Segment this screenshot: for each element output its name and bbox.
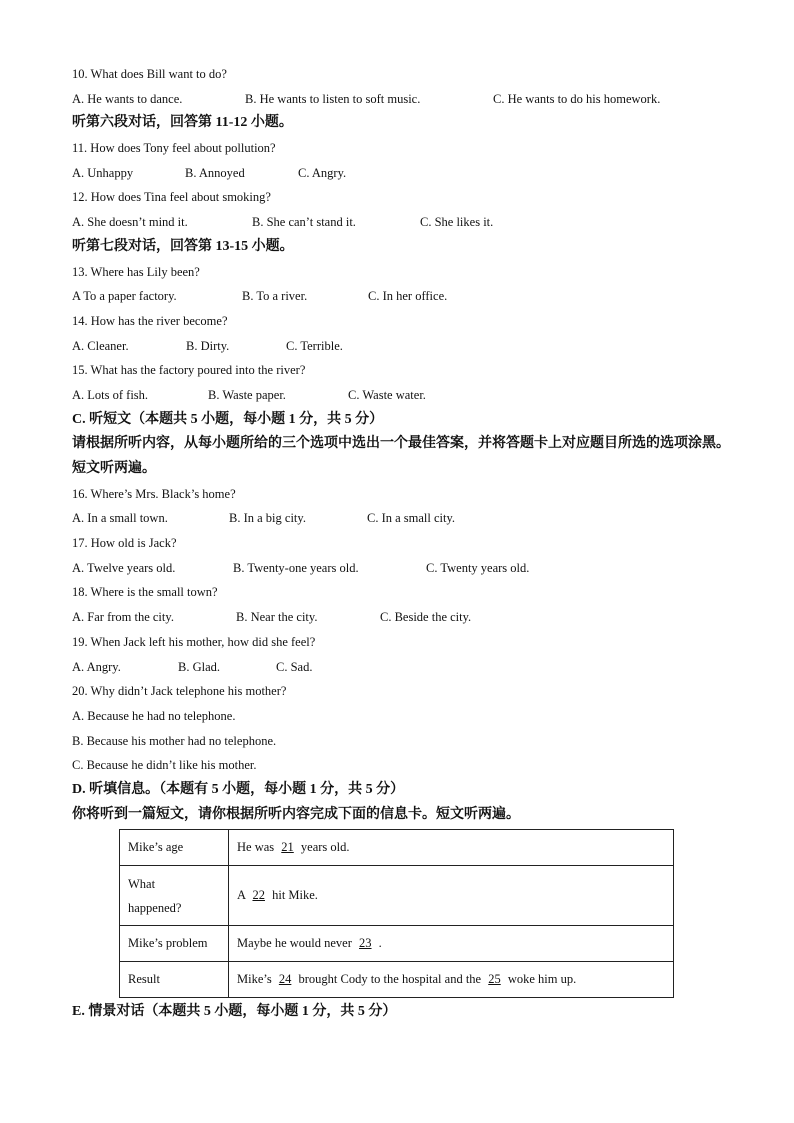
text-fragment: Mike’s <box>237 972 275 987</box>
option-20a: A. Because he had no telephone. <box>72 708 236 723</box>
option-15a: A. Lots of fish. <box>72 387 149 402</box>
option-14c: C. Terrible. <box>286 338 343 353</box>
part-c-instruction: 请根据所听内容，从每小题所给的三个选项中选出一个最佳答案，并将答题卡上对应题目所选的选项涂黑。短文听两遍。 <box>72 436 730 477</box>
option-19b: B. Glad. <box>178 659 221 674</box>
section-7-heading: 听第七段对话，回答第 13-15 小题。 <box>72 238 294 254</box>
row-content-problem <box>229 926 674 962</box>
option-13c: C. In her office. <box>368 289 448 304</box>
blank-23: 23 <box>359 936 372 951</box>
option-14b: B. Dirty. <box>186 338 230 353</box>
option-11b: B. Annoyed <box>185 165 245 180</box>
text-fragment: A <box>237 888 249 903</box>
table-row <box>120 866 674 926</box>
option-19c: C. Sad. <box>276 659 313 674</box>
options-10 <box>72 87 732 112</box>
part-e-title: E. 情景对话（本题共 5 小题，每小题 1 分，共 5 分） <box>72 1004 397 1020</box>
row-label-result: Result <box>120 962 229 998</box>
option-15c: C. Waste water. <box>348 387 426 402</box>
options-11 <box>72 161 732 186</box>
option-10c: C. He wants to do his homework. <box>493 91 661 106</box>
option-18b: B. Near the city. <box>236 610 318 625</box>
option-13a: A To a paper factory. <box>72 289 177 304</box>
label-line: What <box>128 876 156 891</box>
text-fragment: . <box>375 936 382 951</box>
text-fragment: brought Cody to the hospital and the <box>295 972 485 987</box>
question-20: 20. Why didn’t Jack telephone his mother? <box>72 684 287 699</box>
options-19 <box>72 655 732 680</box>
text-fragment: hit Mike. <box>268 888 318 903</box>
option-10b: B. He wants to listen to soft music. <box>245 91 421 106</box>
row-label-age: Mike’s age <box>120 830 229 866</box>
question-13: 13. Where has Lily been? <box>72 264 200 279</box>
option-20b: B. Because his mother had no telephone. <box>72 733 277 748</box>
options-15 <box>72 383 732 408</box>
option-16a: A. In a small town. <box>72 511 168 526</box>
options-14 <box>72 334 732 359</box>
question-16: 16. Where’s Mrs. Black’s home? <box>72 486 236 501</box>
options-13 <box>72 284 732 309</box>
option-12c: C. She likes it. <box>420 215 494 230</box>
option-11c: C. Angry. <box>298 165 347 180</box>
question-15: 15. What has the factory poured into the river? <box>72 363 306 378</box>
row-content-what-happened <box>229 866 674 926</box>
option-16b: B. In a big city. <box>229 511 306 526</box>
options-18 <box>72 605 732 630</box>
row-label-what-happened <box>120 866 229 926</box>
question-14: 14. How has the river become? <box>72 313 228 328</box>
text-fragment: woke him up. <box>504 972 577 987</box>
blank-22: 22 <box>252 888 265 903</box>
row-label-problem: Mike’s problem <box>120 926 229 962</box>
option-10a: A. He wants to dance. <box>72 91 183 106</box>
table-row <box>120 926 674 962</box>
option-17c: C. Twenty years old. <box>426 560 530 575</box>
question-10: 10. What does Bill want to do? <box>72 67 227 81</box>
text-fragment: Maybe he would never <box>237 936 356 951</box>
part-c-title: C. 听短文（本题共 5 小题，每小题 1 分，共 5 分） <box>72 411 384 427</box>
blank-24: 24 <box>278 972 292 987</box>
option-13b: B. To a river. <box>242 289 308 304</box>
option-14a: A. Cleaner. <box>72 338 129 353</box>
option-17b: B. Twenty-one years old. <box>233 560 359 575</box>
blank-21: 21 <box>281 840 294 855</box>
options-12 <box>72 210 732 235</box>
row-content-age <box>229 830 674 866</box>
question-18: 18. Where is the small town? <box>72 585 218 600</box>
question-19: 19. When Jack left his mother, how did she feel? <box>72 634 316 649</box>
blank-25: 25 <box>488 972 501 987</box>
question-12: 12. How does Tina feel about smoking? <box>72 190 271 205</box>
option-20c: C. Because he didn’t like his mother. <box>72 758 257 773</box>
section-6-heading: 听第六段对话，回答第 11-12 小题。 <box>72 115 293 131</box>
question-17: 17. How old is Jack? <box>72 536 177 551</box>
option-11a: A. Unhappy <box>72 165 134 180</box>
option-18c: C. Beside the city. <box>380 610 472 625</box>
table-row <box>120 830 674 866</box>
options-16 <box>72 506 732 531</box>
row-content-result <box>229 962 674 998</box>
text-fragment: years old. <box>297 840 350 855</box>
part-d-title: D. 听填信息。（本题有 5 小题，每小题 1 分，共 5 分） <box>72 781 405 797</box>
option-19a: A. Angry. <box>72 659 121 674</box>
question-11: 11. How does Tony feel about pollution? <box>72 141 276 156</box>
option-15b: B. Waste paper. <box>208 387 286 402</box>
option-18a: A. Far from the city. <box>72 610 174 625</box>
table-row <box>120 962 674 998</box>
text-fragment: He was <box>237 840 278 855</box>
info-card-table <box>119 829 674 998</box>
option-12a: A. She doesn’t mind it. <box>72 215 188 230</box>
label-line: happened? <box>128 900 182 915</box>
options-17 <box>72 556 732 581</box>
exam-page <box>72 62 732 1025</box>
option-17a: A. Twelve years old. <box>72 560 176 575</box>
option-16c: C. In a small city. <box>367 511 456 526</box>
part-d-instruction: 你将听到一篇短文，请你根据所听内容完成下面的信息卡。短文听两遍。 <box>72 806 520 822</box>
option-12b: B. She can’t stand it. <box>252 215 356 230</box>
